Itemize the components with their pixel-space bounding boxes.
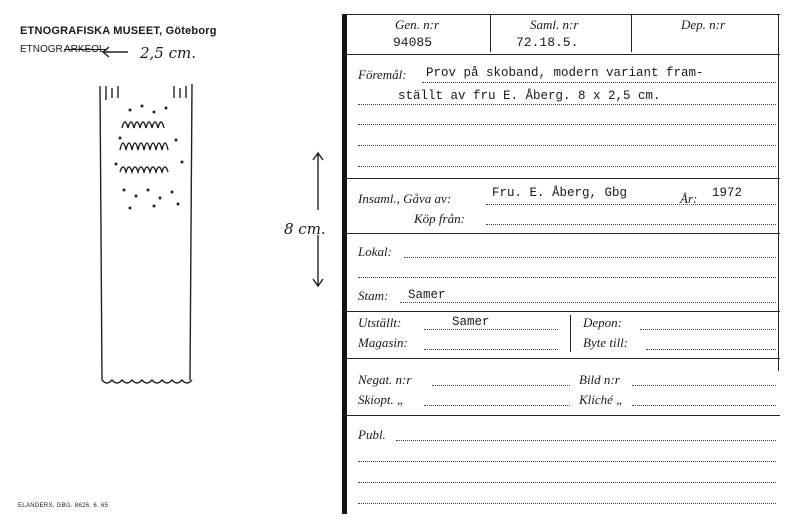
card-right-border <box>778 14 779 371</box>
section-rule <box>342 415 780 416</box>
museum-title: ETNOGRAFISKA MUSEET, Göteborg <box>20 25 217 37</box>
foremal-value-1: Prov på skoband, modern variant fram- <box>426 66 704 80</box>
dotted-line <box>358 166 776 167</box>
shoeband-sketch <box>90 80 220 400</box>
dotted-line <box>424 349 558 350</box>
stam-value: Samer <box>408 288 446 302</box>
divider <box>570 315 571 352</box>
bild-label: Bild n:r <box>579 372 620 387</box>
magasin-label: Magasin: <box>358 335 408 350</box>
dept-arkeol: ARKEOL. <box>64 44 108 55</box>
dotted-line <box>358 145 776 146</box>
dotted-line <box>432 385 570 386</box>
foremal-label: Föremål: <box>358 67 407 82</box>
dept-etnogr: ETNOGR. <box>20 44 66 55</box>
lokal-label: Lokal: <box>358 244 392 259</box>
insaml-label: Insaml., Gåva av: <box>358 191 452 206</box>
byte-label: Byte till: <box>583 335 629 350</box>
skiopt-label: Skiopt. „ <box>358 392 405 407</box>
card-left-border <box>342 14 347 514</box>
section-rule <box>342 178 780 179</box>
dotted-line <box>358 277 776 278</box>
dotted-line <box>358 503 776 504</box>
divider <box>631 14 632 52</box>
saml-value: 72.18.5. <box>516 35 579 50</box>
saml-label: Saml. n:r <box>530 17 579 32</box>
ar-label: År: <box>680 191 698 206</box>
gen-value: 94085 <box>393 35 433 50</box>
kliche-label: Kliché „ <box>579 392 624 407</box>
utstallt-label: Utställt: <box>358 315 402 330</box>
dotted-line <box>486 224 776 225</box>
dotted-line <box>422 82 776 83</box>
dotted-line <box>424 405 570 406</box>
dotted-line <box>358 104 776 105</box>
stam-label: Stam: <box>358 288 389 303</box>
arrow-left-icon <box>100 46 130 58</box>
size-note: 2,5 cm. <box>140 44 197 62</box>
negat-label: Negat. n:r <box>358 372 412 387</box>
section-rule <box>342 311 780 312</box>
dotted-line <box>404 257 776 258</box>
utstallt-value: Samer <box>452 315 490 329</box>
foremal-value-2: ställt av fru E. Åberg. 8 x 2,5 cm. <box>398 89 661 103</box>
insaml-value: Fru. E. Åberg, Gbg <box>492 186 628 200</box>
card-top-border <box>342 14 780 15</box>
dotted-line <box>358 461 776 462</box>
section-rule <box>342 54 780 55</box>
dotted-line <box>400 302 776 303</box>
dotted-line <box>424 329 558 330</box>
dep-label: Dep. n:r <box>681 17 726 32</box>
dotted-line <box>632 405 776 406</box>
section-rule <box>342 233 780 234</box>
dotted-line <box>486 204 776 205</box>
printer-line: ELANDERS, GBG. 8626. 6. 65 <box>18 503 109 509</box>
gen-label: Gen. n:r <box>395 17 440 32</box>
divider <box>490 14 491 52</box>
height-note: 8 cm. <box>284 220 326 238</box>
publ-label: Publ. <box>358 427 386 442</box>
dotted-line <box>632 385 776 386</box>
depon-label: Depon: <box>583 315 622 330</box>
dotted-line <box>640 329 776 330</box>
section-rule <box>342 358 780 359</box>
kop-label: Köp från: <box>414 211 465 226</box>
dotted-line <box>646 349 776 350</box>
dotted-line <box>358 482 776 483</box>
ar-value: 1972 <box>712 186 743 200</box>
dotted-line <box>358 124 776 125</box>
dotted-line <box>396 440 776 441</box>
